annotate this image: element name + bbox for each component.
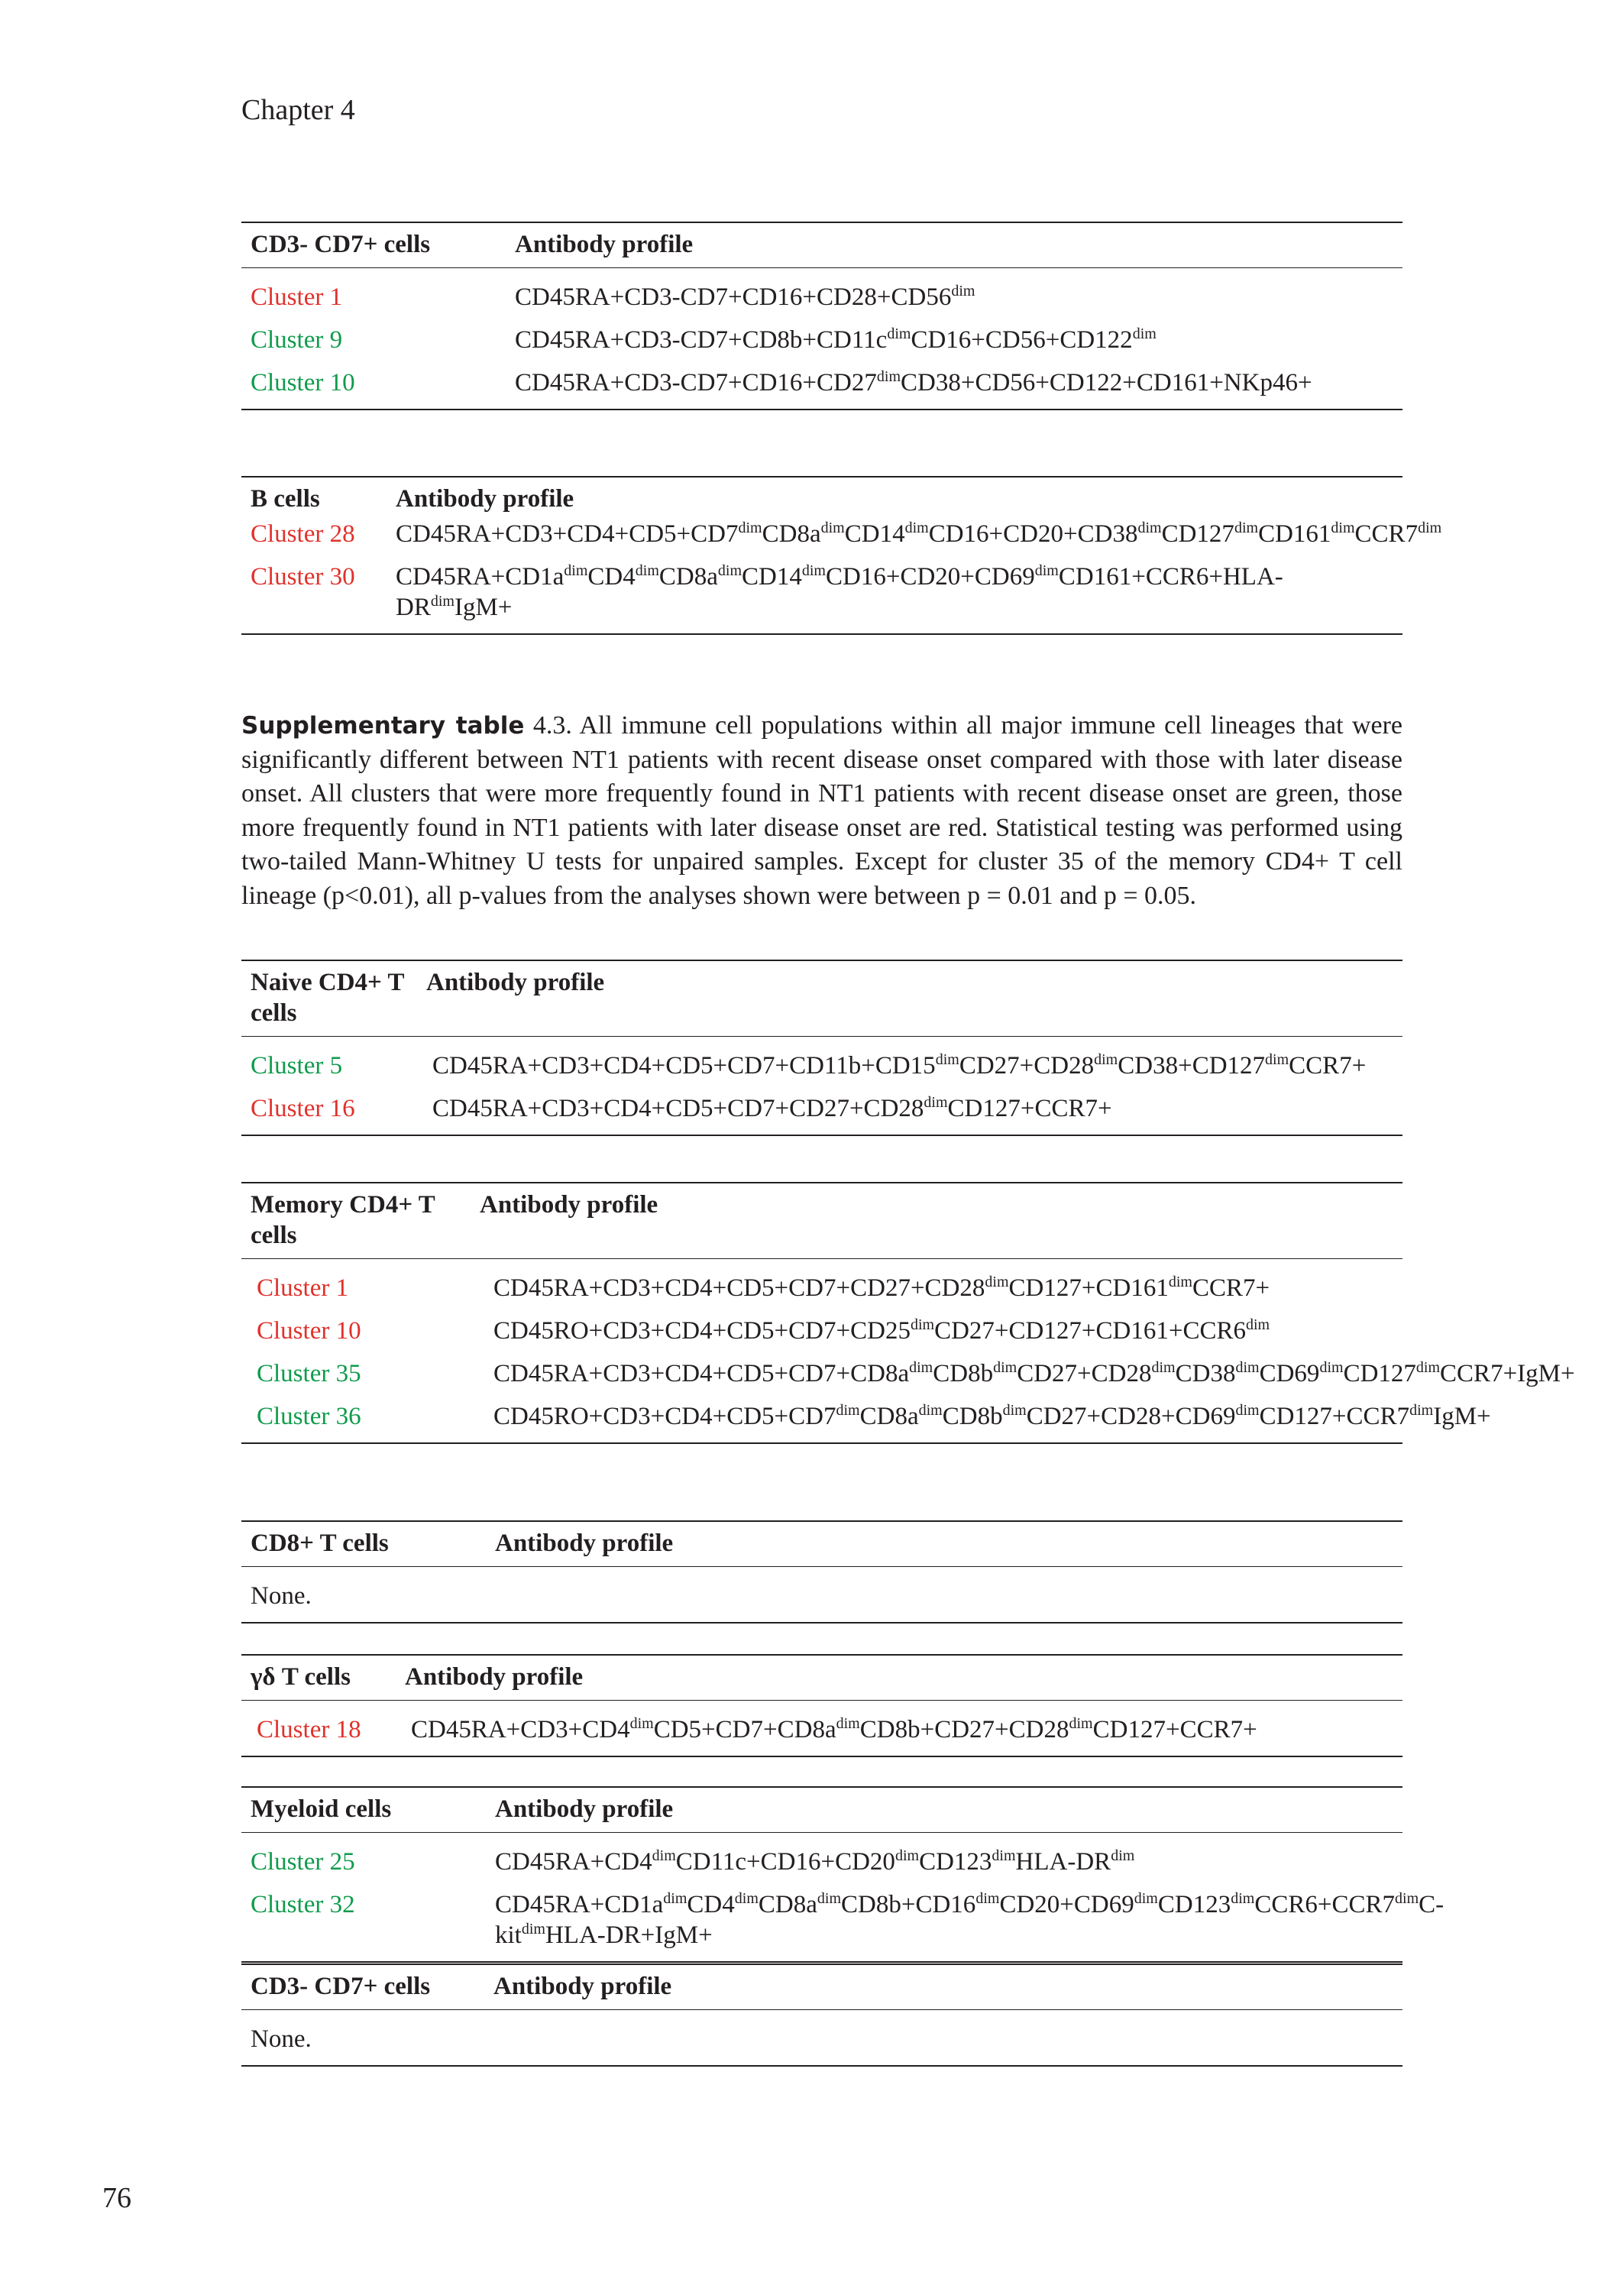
header-cell-lineage: Myeloid cells (251, 1795, 392, 1823)
page-number: 76 (102, 2182, 131, 2214)
table-row (241, 276, 1402, 319)
header-cell-lineage: Naive CD4+ T cells (251, 969, 404, 1027)
table-memory-cd4-t-cells (241, 1182, 1575, 1444)
header-cell-lineage: CD8+ T cells (251, 1530, 389, 1557)
none-text: None. (251, 1582, 312, 1610)
header-cell-profile: Antibody profile (405, 1663, 584, 1691)
table-header (241, 1965, 1402, 2010)
header-cell-lineage: B cells (251, 485, 320, 513)
table-row (241, 1883, 1444, 1957)
header-cell-profile: Antibody profile (495, 1530, 674, 1557)
header-cell-profile: Antibody profile (495, 1795, 674, 1823)
caption-label: Supplementary table (241, 712, 525, 740)
table-row (241, 1352, 1575, 1395)
header-cell-profile: Antibody profile (396, 485, 574, 513)
header-cell-profile: Antibody profile (426, 969, 605, 996)
cluster-label: Cluster 10 (257, 1317, 361, 1345)
chapter-header: Chapter 4 (241, 94, 355, 126)
table-naive-cd4-t-cells (241, 960, 1402, 1136)
cluster-label: Cluster 30 (251, 563, 355, 591)
antibody-profile: $CD45RA+CD3-CD7+CD16+CD28+CD56^{dim}$ (515, 283, 975, 311)
antibody-profile: $CD45RA+CD3+CD4+CD5+CD7+CD11b+CD15^{dim}CD27+CD28^{dim}CD38+CD127^{dim}CCR7+$ (432, 1051, 1367, 1080)
cluster-label: Cluster 10 (251, 369, 355, 397)
table-header (241, 961, 1402, 1037)
cluster-label: Cluster 1 (257, 1274, 349, 1302)
antibody-profile: $CD45RA+CD1a^{dim}CD4^{dim}CD8a^{dim}CD8b+CD16^{dim}CD20+CD69^{dim}CD123^{dim}CCR6+CCR7^{dim}C-kit^{dim}HLA-DR+IgM+$ (495, 1890, 1444, 1949)
table-myeloid-cells (241, 1786, 1444, 1963)
header-cell-profile: Antibody profile (515, 231, 694, 258)
header-cell-lineage: γδ T cells (251, 1663, 351, 1691)
cluster-label: Cluster 32 (251, 1891, 355, 1918)
antibody-profile: $CD45RA+CD4^{dim}CD11c+CD16+CD20^{dim}CD123^{dim}HLA-DR^{dim}$ (495, 1847, 1135, 1876)
cluster-label: Cluster 25 (251, 1848, 355, 1876)
table-header (241, 223, 1402, 268)
antibody-profile: $CD45RA+CD3+CD4+CD5+CD7+CD8a^{dim}CD8b^{dim}CD27+CD28^{dim}CD38^{dim}CD69^{dim}CD127^{dim}CCR7+IgM+$ (493, 1359, 1575, 1387)
antibody-profile: $CD45RA+CD1a^{dim}CD4^{dim}CD8a^{dim}CD14^{dim}CD16+CD20+CD69^{dim}CD161+CCR6+HLA-DR^{dim}IgM+$ (396, 562, 1283, 621)
header-cell-lineage: Memory CD4+ T cells (251, 1191, 435, 1249)
table-row (241, 1267, 1402, 1309)
table-header (241, 1656, 1402, 1701)
antibody-profile: $CD45RA+CD3-CD7+CD16+CD27^{dim}CD38+CD56+CD122+CD161+NKp46+$ (515, 368, 1312, 397)
antibody-profile: $CD45RA+CD3+CD4^{dim}CD5+CD7+CD8a^{dim}CD8b+CD27+CD28^{dim}CD127+CCR7+$ (411, 1715, 1257, 1743)
table-row (241, 1708, 1402, 1751)
header-cell-lineage: CD3- CD7+ cells (251, 1973, 431, 2000)
table-caption (241, 709, 1402, 913)
table-row (241, 1309, 1402, 1352)
table-row (241, 2018, 1402, 2061)
table-row (241, 1087, 1402, 1130)
table-row (241, 516, 1442, 555)
caption-text: All immune cell populations within all major immune cell lineages that were significantly different between NT1 patients with recent disease onset compared with those with later disease onset. All clusters that were more frequently found in NT1 patients with recent disease onset are green, those more frequently found in NT1 patients with later disease onset are red. Statistical testing was performed using two-tailed Mann-Whitney U tests for unpaired samples. Except for cluster 35 of the memory CD4+ T cell lineage (p<0.01), all p-values from the analyses shown were between p = 0.01 and p = 0.05. (241, 711, 1403, 910)
cluster-label: Cluster 18 (257, 1716, 361, 1743)
header-cell-lineage: CD3- CD7+ cells (251, 231, 431, 258)
cluster-label: Cluster 28 (251, 520, 355, 548)
header-cell-profile: Antibody profile (480, 1191, 658, 1219)
table-row (241, 1840, 1402, 1883)
table-header (241, 1522, 1402, 1567)
table-row (241, 1575, 1402, 1617)
table-cd3neg-cd7pos-cells (241, 1963, 1402, 2067)
table-row (241, 1395, 1491, 1438)
cluster-label: Cluster 1 (251, 283, 343, 311)
cluster-label: Cluster 16 (251, 1095, 355, 1122)
none-text: None. (251, 2025, 312, 2053)
antibody-profile: $CD45RA+CD3-CD7+CD8b+CD11c^{dim}CD16+CD56+CD122^{dim}$ (515, 325, 1157, 354)
table-row (241, 319, 1402, 361)
antibody-profile: $CD45RA+CD3+CD4+CD5+CD7^{dim}CD8a^{dim}CD14^{dim}CD16+CD20+CD38^{dim}CD127^{dim}CD161^{dim}CCR7^{dim}$ (396, 520, 1442, 548)
header-cell-profile: Antibody profile (493, 1973, 672, 2000)
table-header (241, 1788, 1402, 1833)
table-row (241, 555, 1402, 629)
cluster-label: Cluster 36 (257, 1403, 361, 1430)
antibody-profile: $CD45RO+CD3+CD4+CD5+CD7+CD25^{dim}CD27+CD127+CD161+CCR6^{dim}$ (493, 1316, 1270, 1345)
table-header (241, 1183, 1402, 1259)
table-row (241, 361, 1402, 404)
cluster-label: Cluster 9 (251, 326, 343, 354)
caption-number: 4.3. (532, 711, 572, 740)
cluster-label: Cluster 5 (251, 1052, 343, 1080)
table-cd3neg-cd7pos-continued (241, 222, 1402, 410)
table-row (241, 1044, 1402, 1087)
table-header (241, 478, 1402, 514)
table-b-cells-continued (241, 476, 1442, 635)
antibody-profile: $CD45RA+CD3+CD4+CD5+CD7+CD27+CD28^{dim}CD127+CCR7+$ (432, 1094, 1112, 1122)
table-cd8-t-cells (241, 1520, 1402, 1624)
cluster-label: Cluster 35 (257, 1360, 361, 1387)
antibody-profile: $CD45RA+CD3+CD4+CD5+CD7+CD27+CD28^{dim}CD127+CD161^{dim}CCR7+$ (493, 1274, 1270, 1302)
antibody-profile: $CD45RO+CD3+CD4+CD5+CD7^{dim}CD8a^{dim}CD8b^{dim}CD27+CD28+CD69^{dim}CD127+CCR7^{dim}IgM+$ (493, 1402, 1491, 1430)
table-gamma-delta-t-cells (241, 1654, 1402, 1757)
